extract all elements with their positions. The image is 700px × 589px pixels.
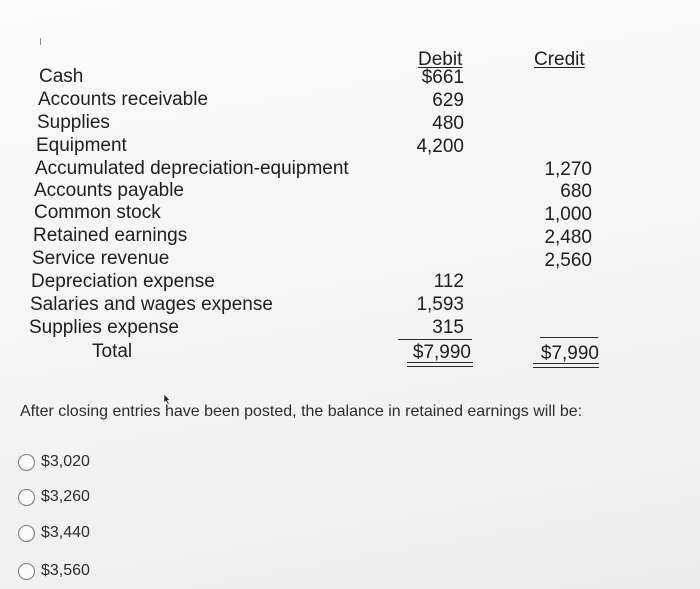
radio-button[interactable] — [18, 563, 35, 580]
debit-value: 315 — [432, 317, 464, 338]
account-name: Service revenue — [32, 248, 170, 269]
radio-button[interactable] — [18, 489, 35, 506]
account-name: Equipment — [36, 135, 127, 156]
option-label: $3,440 — [41, 524, 90, 541]
account-name: Accounts receivable — [38, 89, 209, 110]
debit-total: $7,990 — [412, 342, 471, 363]
credit-value: 680 — [560, 181, 592, 202]
debit-subtotal-rule — [398, 339, 472, 340]
credit-subtotal-rule — [540, 337, 598, 338]
credit-value: 1,000 — [544, 204, 592, 225]
question-text: After closing entries have been posted, the balance in retained earnings will be: — [20, 403, 583, 420]
debit-value: 112 — [433, 271, 464, 292]
radio-button[interactable] — [18, 454, 35, 471]
debit-value: 480 — [432, 113, 464, 134]
debit-value: 4,200 — [416, 136, 464, 157]
answer-option-3440[interactable] — [18, 521, 90, 545]
account-name: Salaries and wages expense — [30, 294, 273, 315]
option-label: $3,560 — [41, 562, 90, 579]
debit-value: 1,593 — [416, 294, 464, 315]
answer-option-3260[interactable] — [18, 485, 90, 509]
account-name: Accounts payable — [34, 180, 184, 201]
scan-mark — [40, 38, 41, 45]
answer-option-3560[interactable] — [18, 559, 90, 583]
answer-option-3020[interactable] — [18, 450, 90, 474]
account-name: Cash — [39, 66, 84, 87]
credit-total-double-rule — [533, 363, 599, 368]
credit-value: 1,270 — [544, 159, 592, 180]
credit-value: 2,480 — [544, 227, 592, 248]
account-name: Supplies expense — [29, 317, 179, 338]
credit-header: Credit — [534, 49, 585, 70]
account-name: Retained earnings — [33, 225, 188, 246]
debit-total-double-rule — [407, 362, 473, 367]
total-label: Total — [92, 341, 133, 362]
credit-total: $7,990 — [540, 343, 599, 364]
credit-value: 2,560 — [544, 250, 592, 271]
option-label: $3,020 — [41, 453, 90, 470]
debit-value: $661 — [421, 67, 464, 88]
account-name: Supplies — [37, 112, 110, 133]
option-label: $3,260 — [41, 488, 90, 505]
debit-value: 629 — [432, 90, 464, 111]
debit-header: Debit — [418, 49, 463, 70]
account-name: Depreciation expense — [31, 271, 215, 292]
radio-button[interactable] — [18, 525, 35, 542]
account-name: Common stock — [34, 202, 161, 223]
account-name: Accumulated depreciation-equipment — [35, 158, 349, 179]
